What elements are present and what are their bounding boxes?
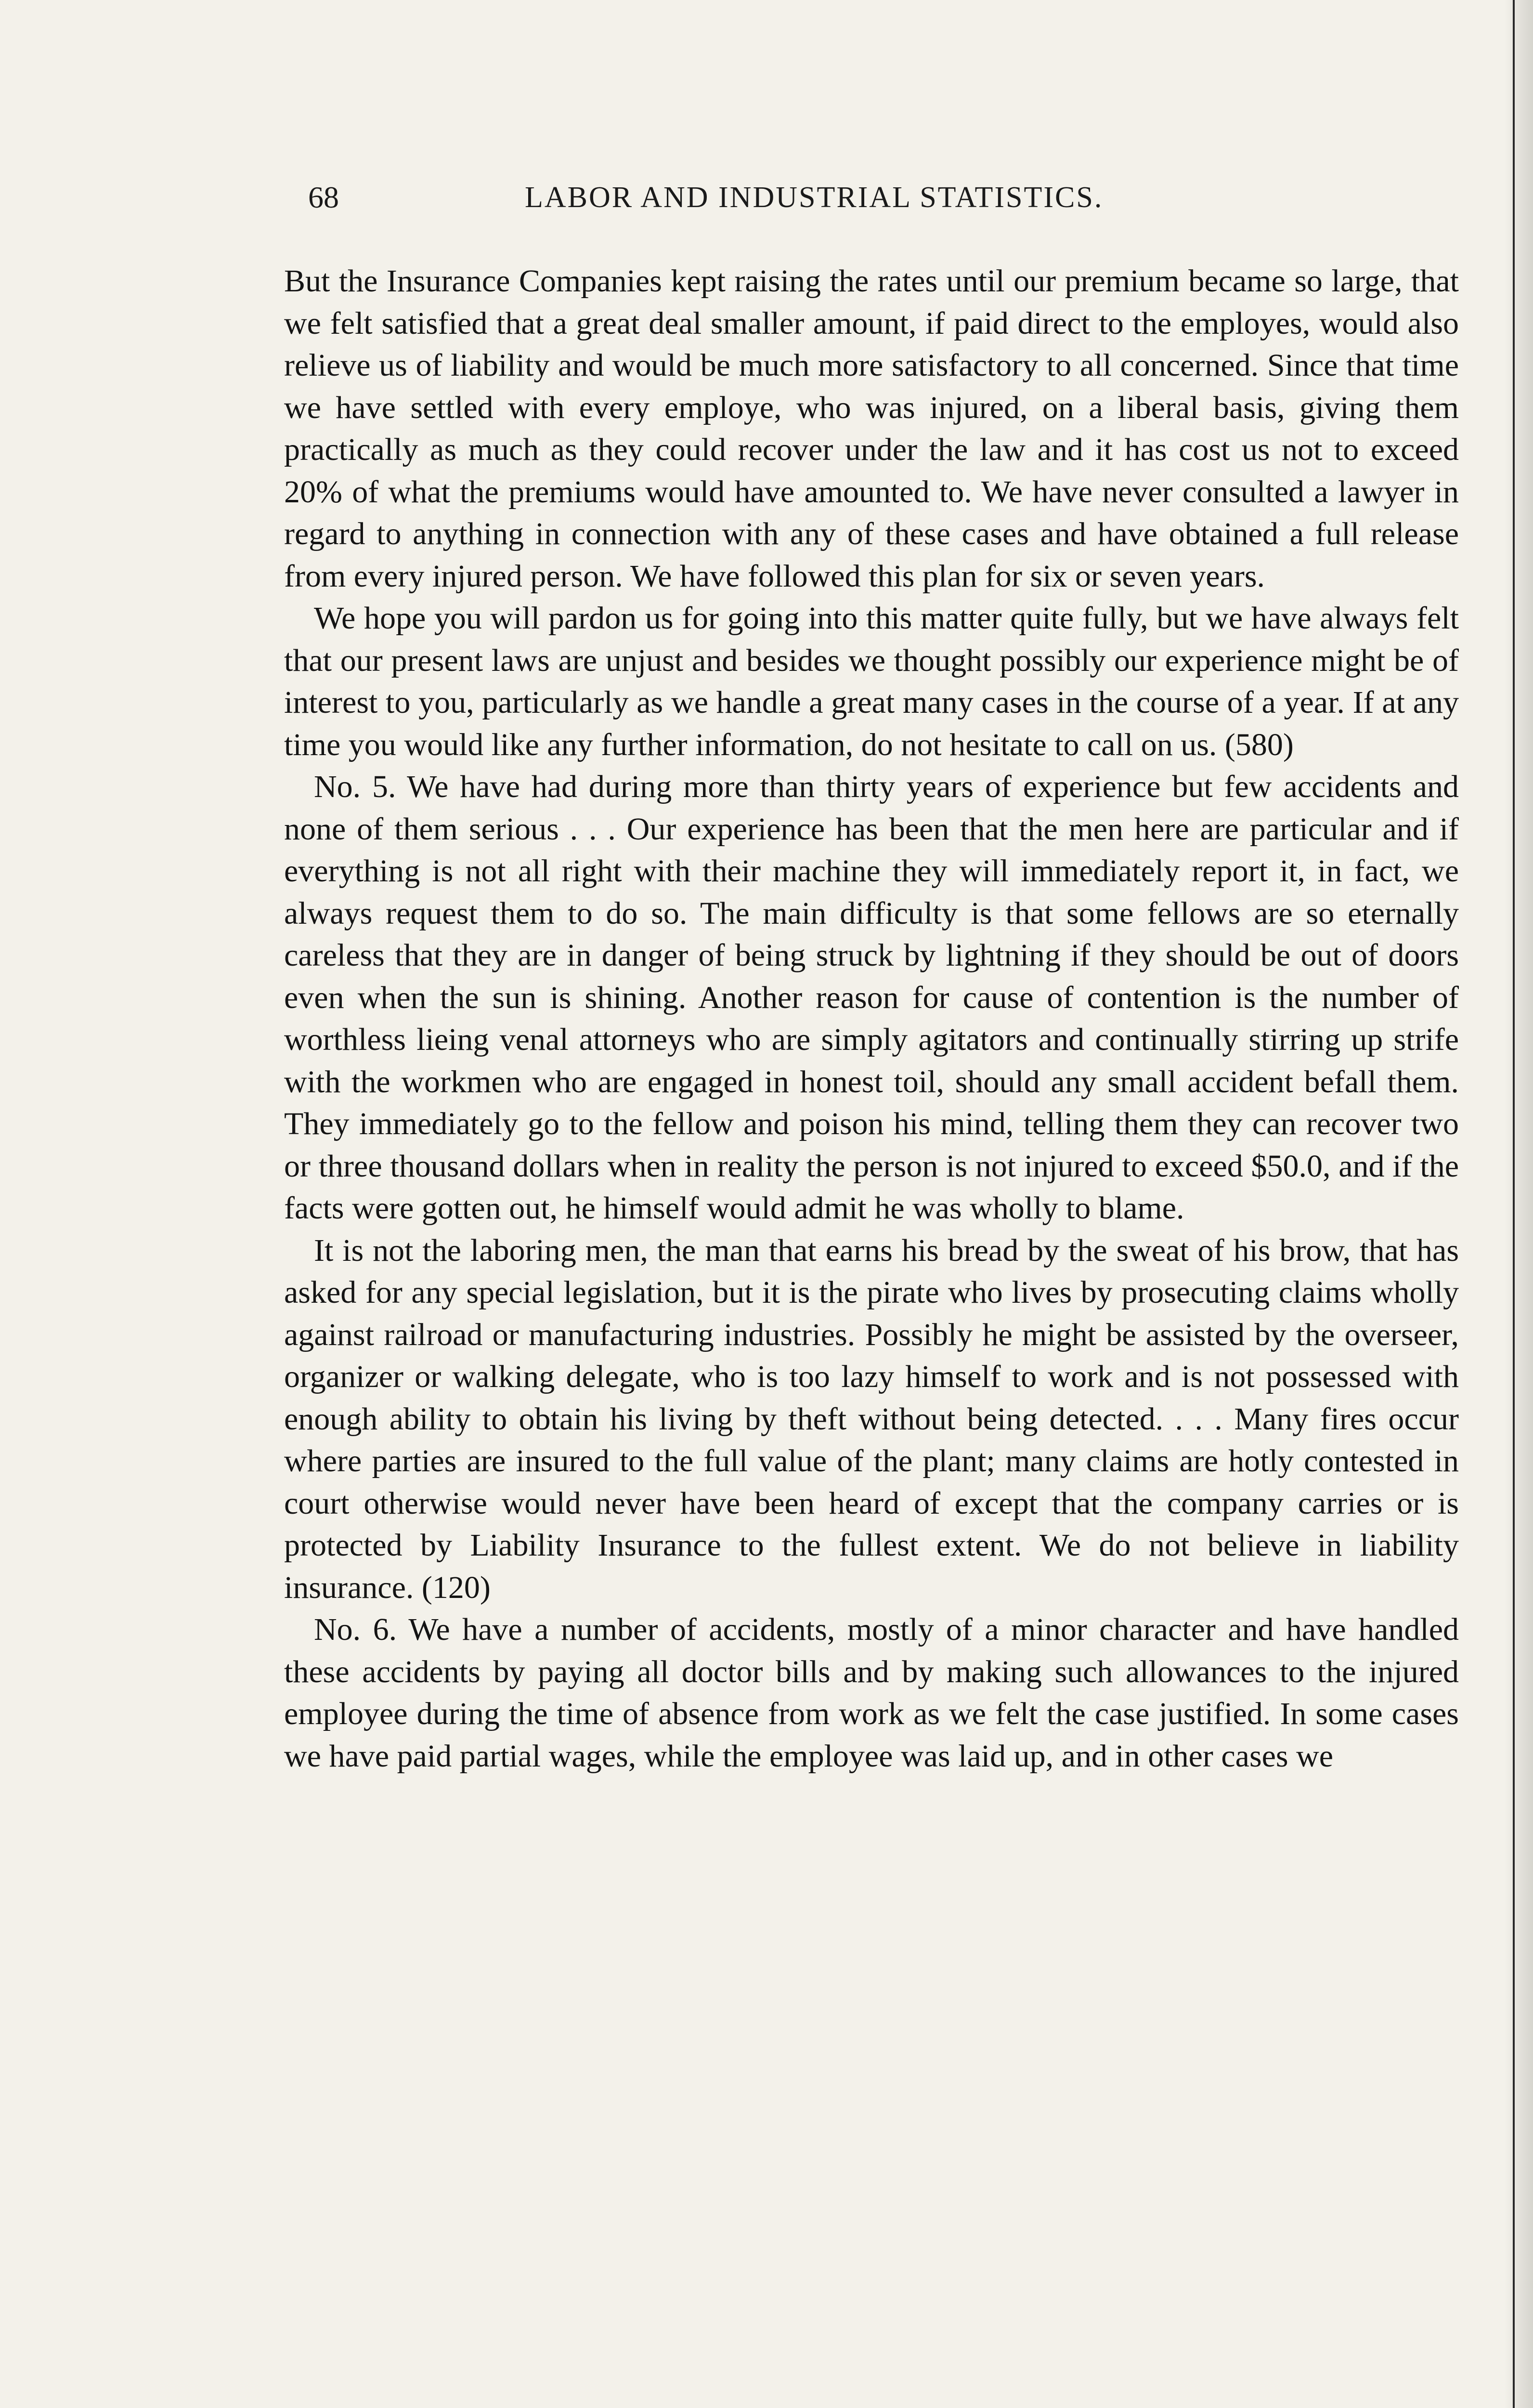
- page-number: 68: [308, 180, 339, 214]
- page-header: [308, 173, 1271, 222]
- paragraph-no-6: No. 6. We have a number of accidents, mostly of a minor character and have handled these accidents by paying all doctor bills and by making such allowances to the injured employee during the time of absence from work as we felt the case justified. In some cases we have paid partial wages, while the employee was laid up, and in other cases we: [284, 1612, 1459, 1774]
- page-edge-shadow: [1504, 0, 1533, 2408]
- page-edge-line: [1513, 0, 1515, 2408]
- paragraph-laboring-men: It is not the laboring men, the man that earns his bread by the sweat of his brow, that has asked for any special legislation, but it is the pirate who lives by prosecuting claims wholly against railroad or manufacturing industries. Possibly he might be assisted by the overseer, organizer or walking delegate, who is too lazy himself to work and is not possessed with enough ability to obtain his living by theft without being detected. . . . Many fires occur where parties are insured to the full value of the plant; many claims are hotly contested in court otherwise would never have been heard of except that the company carries or is protected by Liability Insurance to the fullest extent. We do not believe in liability insurance. (120): [284, 1232, 1459, 1605]
- paragraph-no-5: No. 5. We have had during more than thirty years of experience but few accidents and none of them serious . . . Our experience has been that the men here are particular and if everything is not all right with their machine they will immediately report it, in fact, we always request them to do so. The main difficulty is that some fellows are so eternally careless that they are in danger of being struck by lightning if they should be out of doors even when the sun is shining. Another reason for cause of contention is the number of worthless lieing venal attorneys who are simply agitators and continually stirring up strife with the workmen who are engaged in honest toil, should any small accident befall them. They immediately go to the fellow and poison his mind, telling them they can recover two or three thousand dollars when in reality the person is not injured to exceed $50.0, and if the facts were gotten out, he himself would admit he was wholly to blame.: [284, 769, 1459, 1226]
- paragraph-pardon-request: We hope you will pardon us for going into this matter quite fully, but we have always felt that our present laws are unjust and besides we thought possibly our experience might be of interest to you, particularly as we handle a great many cases in the course of a year. If at any time you would like any further information, do not hesitate to call on us. (580): [284, 601, 1459, 762]
- paragraph-insurance-premium: But the Insurance Companies kept raising the rates until our premium became so large, that we felt satisfied that a great deal smaller amount, if paid direct to the employes, would also relieve us of liability and would be much more satisfactory to all concerned. Since that time we have settled with every employe, who was injured, on a liberal basis, giving them practically as much as they could recover under the law and it has cost us not to exceed 20% of what the premiums would have amounted to. We have never consulted a lawyer in regard to anything in connection with any of these cases and have obtained a full release from every injured person. We have followed this plan for six or seven years.: [284, 263, 1459, 594]
- running-head: LABOR AND INDUSTRIAL STATISTICS.: [525, 181, 1104, 214]
- body-text: [284, 260, 1459, 1777]
